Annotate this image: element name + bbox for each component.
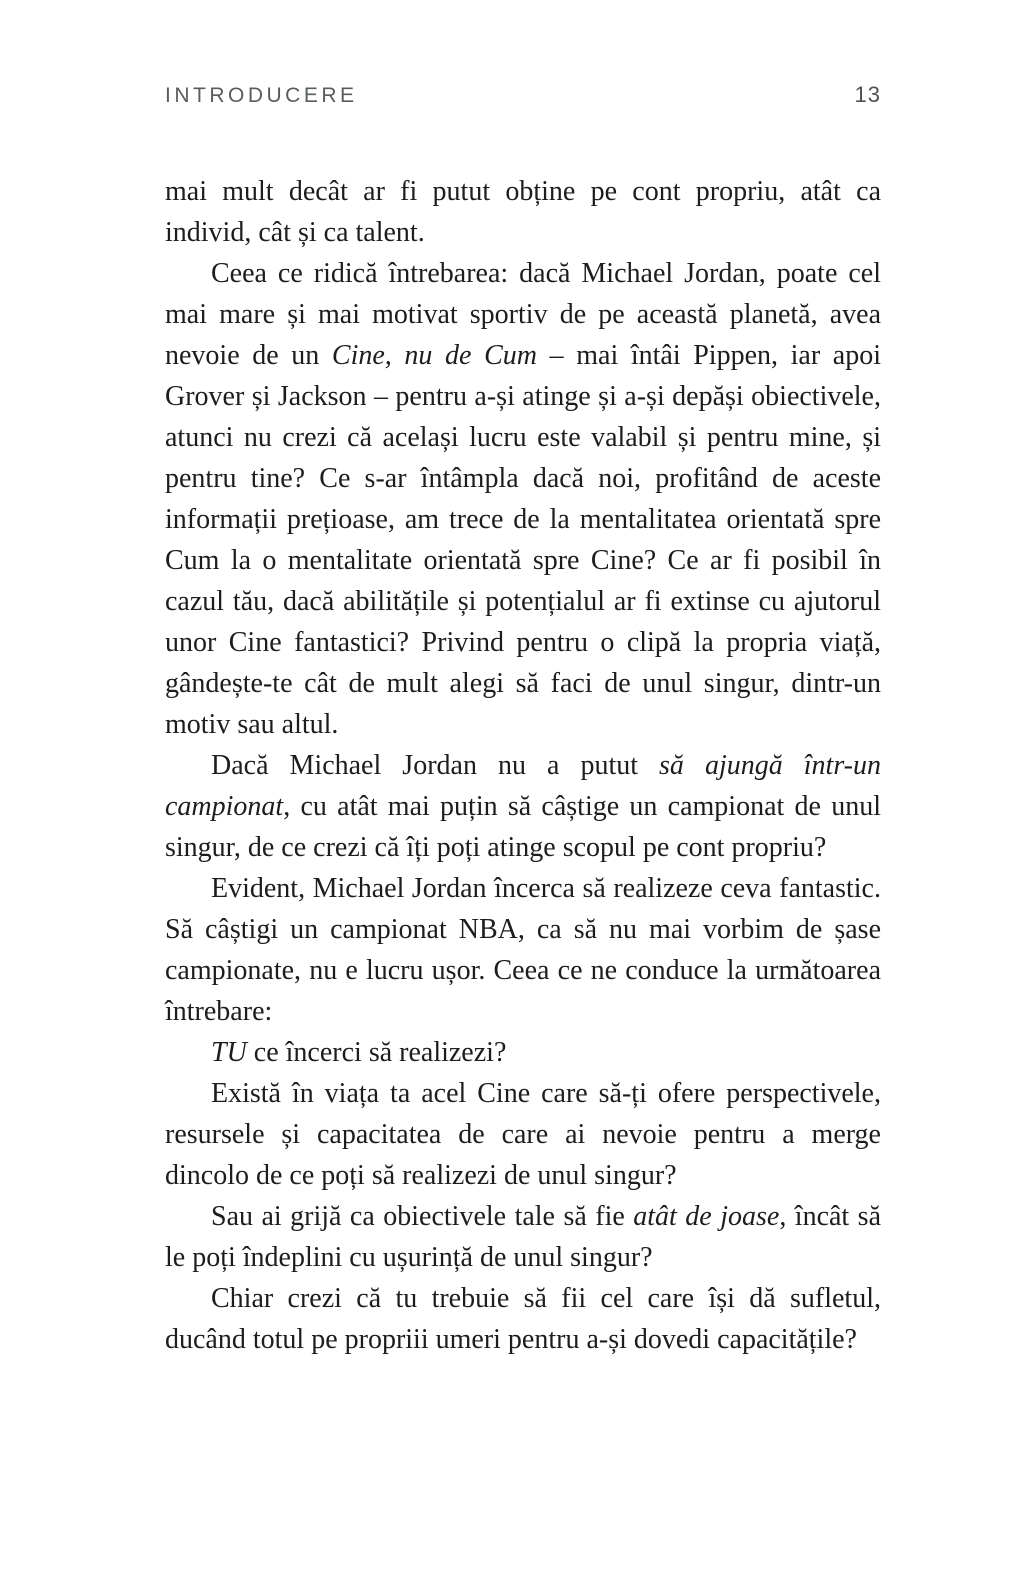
paragraph — [165, 1196, 881, 1278]
italic-text-run: să ajungă într-un campionat — [165, 750, 881, 822]
italic-text-run: atât de joase — [633, 1201, 780, 1232]
paragraph — [165, 253, 881, 745]
paragraph — [165, 1032, 881, 1073]
paragraph — [165, 1073, 881, 1196]
page-number: 13 — [854, 82, 881, 107]
text-run: , încât să le poți îndeplini cu ușurință de unul singur? — [165, 1201, 881, 1273]
text-run: – mai întâi Pippen, iar apoi Grover și Jackson – pentru a-și atinge și a-și depăși obiectivele, atunci nu crezi că același lucru este valabil și pentru mine, și pentru tine? Ce s-ar întâmpla dacă noi, profitând de aceste informații prețioase, am trece de la mentalitatea orientată spre Cum la o mentalitate orientată spre Cine? Ce ar fi posibil în cazul tău, dacă abilitățile și potențialul ar fi extinse cu ajutorul unor Cine fantastici? Privind pentru o clipă la propria viață, gândește-te cât de mult alegi să faci de unul singur, dintr-un motiv sau altul. — [165, 340, 881, 740]
paragraph — [165, 1278, 881, 1360]
paragraph — [165, 868, 881, 1032]
paragraph — [165, 745, 881, 868]
italic-text-run: TU — [211, 1037, 247, 1068]
text-run: Există în viața ta acel Cine care să-ți ofere perspectivele, resursele și capacitatea de care ai nevoie pentru a merge dincolo de ce poți să realizezi de unul singur? — [165, 1078, 881, 1191]
text-run: Ceea ce ridică întrebarea: dacă Michael Jordan, poate cel mai mare și mai motivat sportiv de pe această planetă, avea nevoie de un — [165, 258, 881, 371]
paragraph — [165, 171, 881, 253]
running-header — [165, 82, 881, 108]
text-run: , cu atât mai puțin să câștige un campionat de unul singur, de ce crezi că îți poți atinge scopul pe cont propriu? — [165, 791, 881, 863]
text-run: Chiar crezi că tu trebuie să fii cel care își dă sufletul, ducând totul pe propriii umeri pentru a-și dovedi capacitățile? — [165, 1283, 881, 1355]
italic-text-run: Cine, nu de Cum — [331, 340, 537, 371]
text-run: Evident, Michael Jordan încerca să realizeze ceva fantastic. Să câștigi un campionat NBA, ca să nu mai vorbim de șase campionate, nu e lucru ușor. Ceea ce ne conduce la următoarea întrebare: — [165, 873, 881, 1027]
chapter-title: INTRODUCERE — [165, 84, 358, 107]
text-run: Sau ai grijă ca obiectivele tale să fie — [211, 1201, 634, 1232]
text-run: Dacă Michael Jordan nu a putut — [211, 750, 660, 781]
body-text — [165, 171, 881, 1360]
text-run: mai mult decât ar fi putut obține pe cont propriu, atât ca individ, cât și ca talent. — [165, 176, 881, 248]
text-run: ce încerci să realizezi? — [246, 1037, 507, 1068]
